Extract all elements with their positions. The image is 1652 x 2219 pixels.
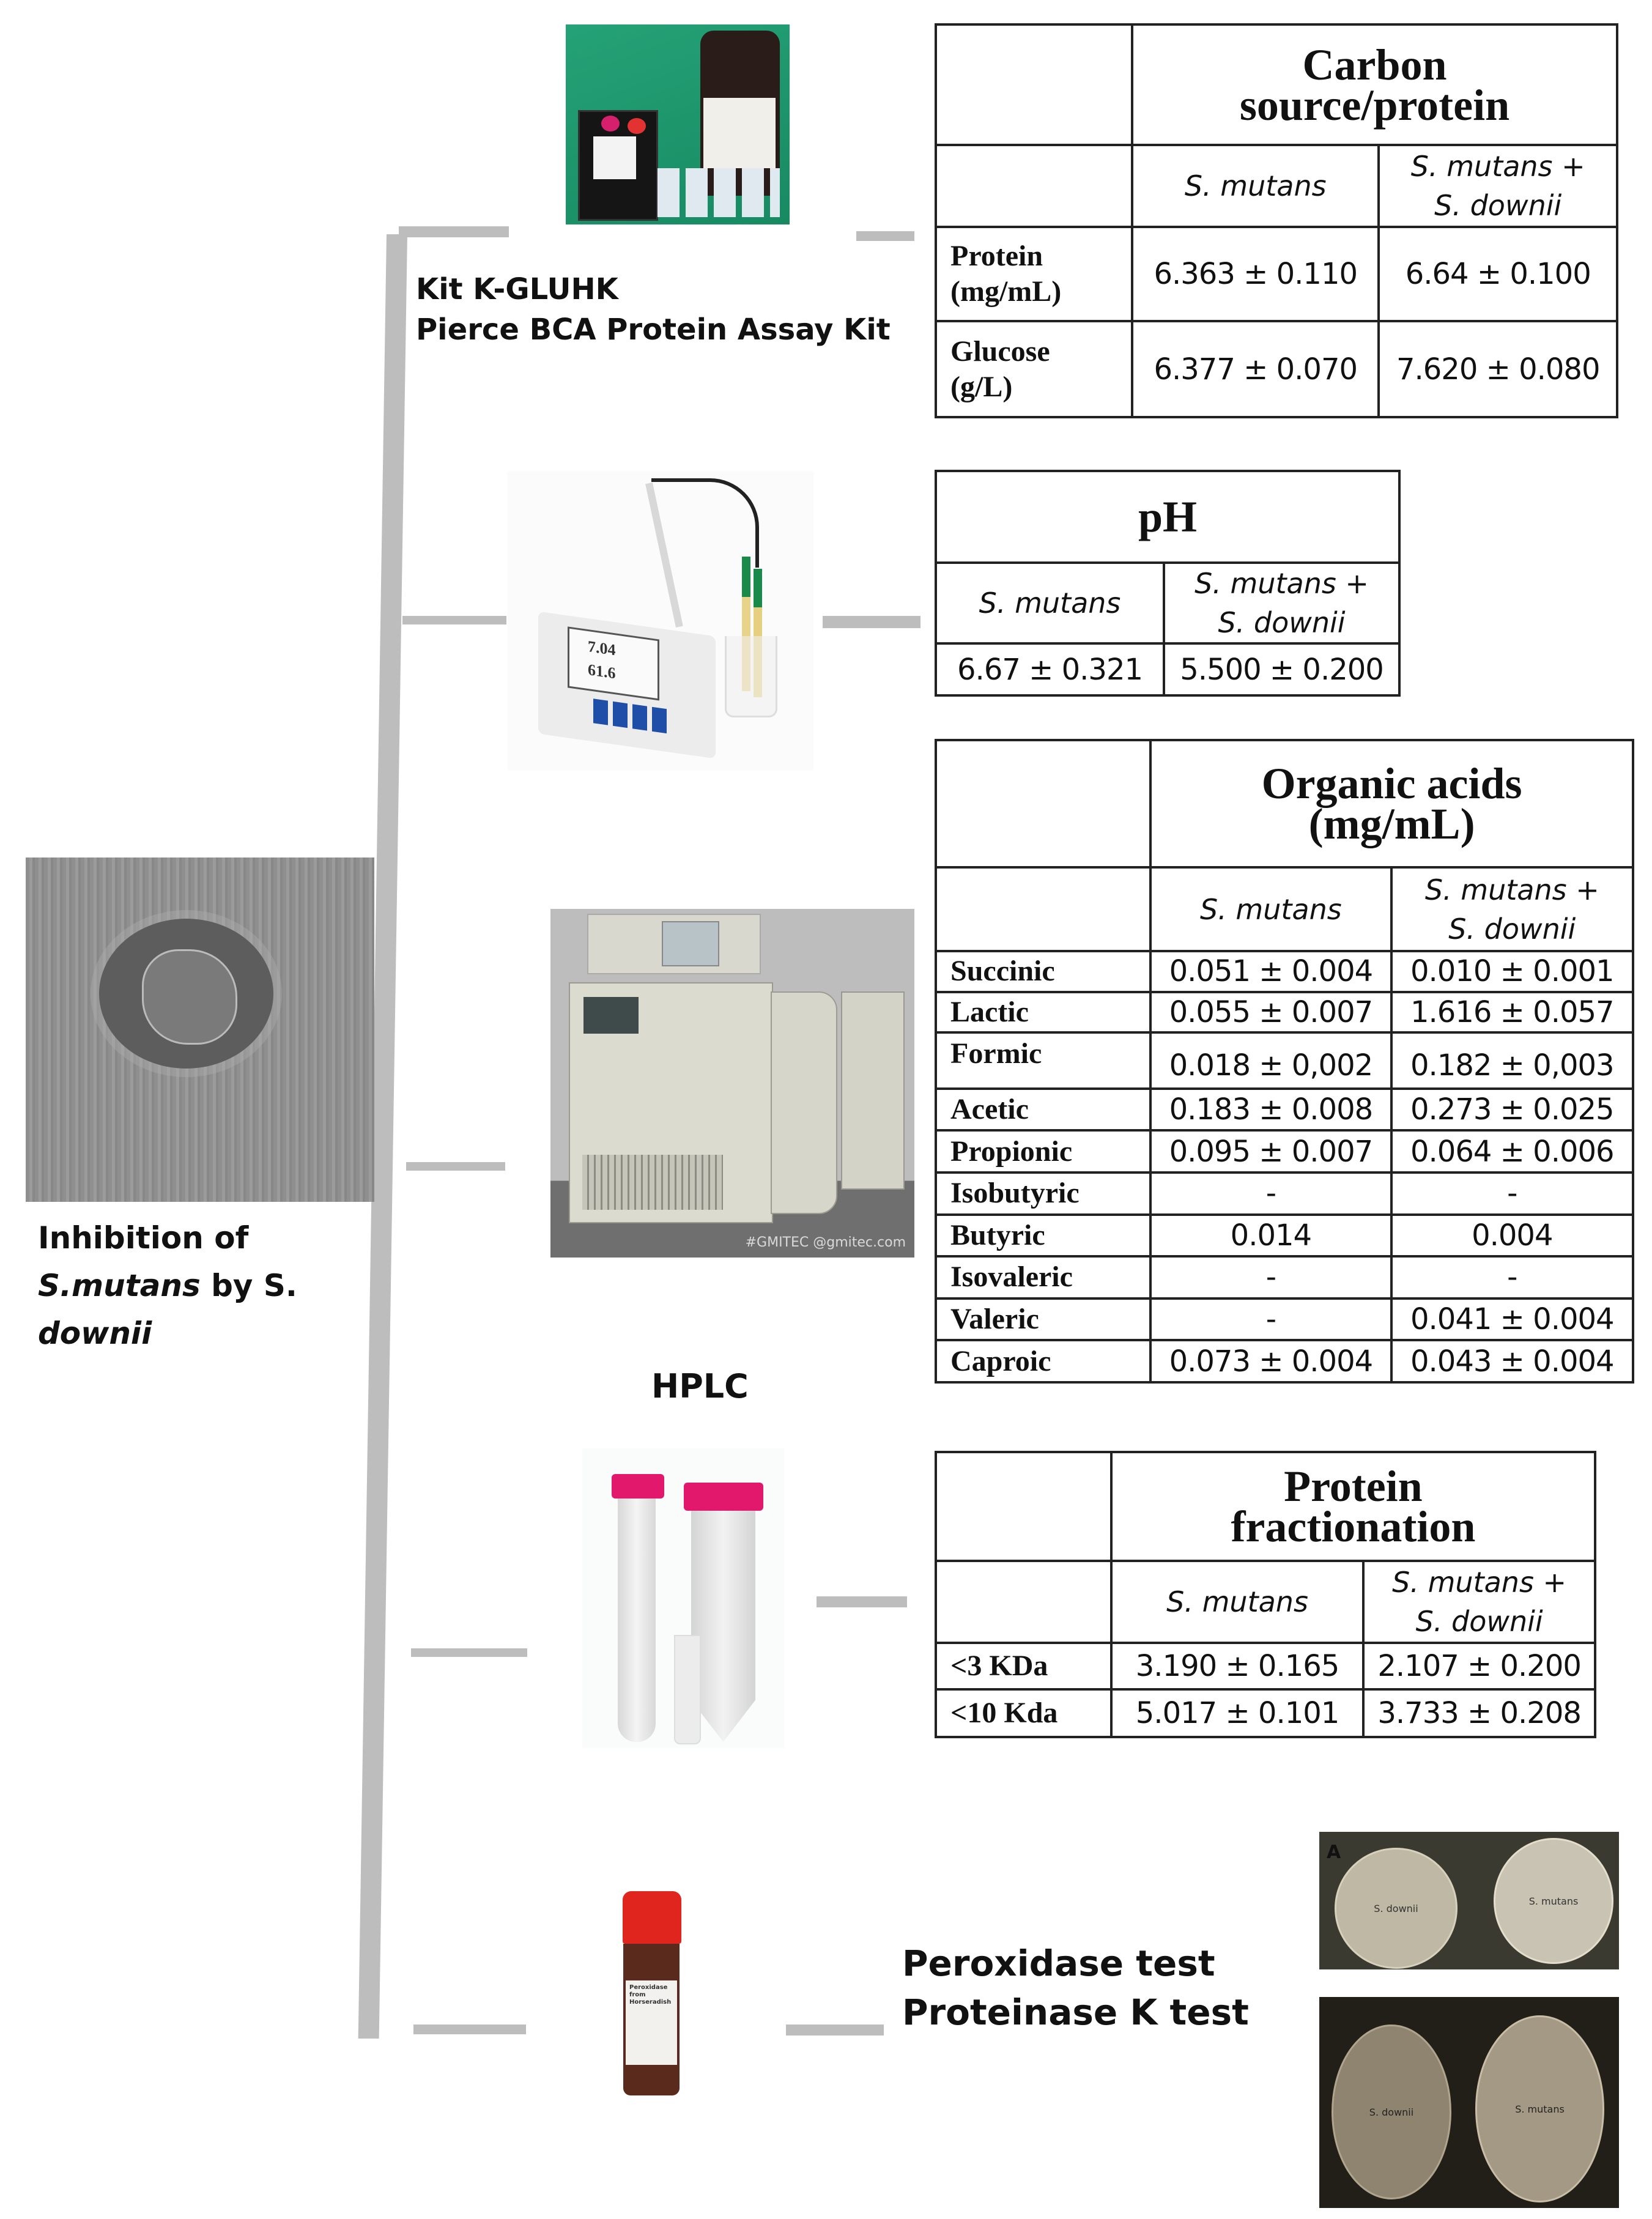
table-corner xyxy=(936,867,1150,951)
filter-insert xyxy=(674,1635,701,1744)
kit-label-line1: Kit K-GLUHK xyxy=(416,272,618,306)
table-row xyxy=(936,1256,1633,1298)
row-header: Caproic xyxy=(936,1340,1150,1382)
cell-value: 0.018 ± 0,002 xyxy=(1150,1032,1391,1088)
meter-reading-bottom: 61.6 xyxy=(588,661,616,683)
table-corner xyxy=(936,1561,1111,1643)
root-caption-species: S.mutans xyxy=(38,1268,201,1303)
connector-branch-enzyme xyxy=(413,2025,526,2034)
column-header-line2: S. downii xyxy=(1434,189,1562,222)
table-corner xyxy=(936,145,1132,227)
cell-value: - xyxy=(1391,1172,1633,1215)
plate-left xyxy=(1335,1848,1458,1969)
kit-box-label xyxy=(593,136,636,179)
table-row xyxy=(936,951,1633,992)
column-header-s-mutans: S. mutans xyxy=(1132,145,1379,227)
row-header: Butyric xyxy=(936,1215,1150,1257)
cell-value: 0.183 ± 0.008 xyxy=(1150,1089,1391,1131)
row-header-line1: Protein xyxy=(950,240,1043,272)
plate-left xyxy=(1332,2025,1451,2199)
cell-value: 6.67 ± 0.321 xyxy=(936,643,1164,695)
peroxidase-vial-image xyxy=(621,1859,682,2104)
hplc-image xyxy=(550,909,914,1258)
row-header: Formic xyxy=(936,1032,1150,1088)
table-row xyxy=(936,643,1399,695)
cell-value: 6.363 ± 0.110 xyxy=(1132,227,1379,321)
table-title-line1: Protein xyxy=(1284,1462,1423,1511)
connector-branch-kit xyxy=(399,226,509,237)
table-title xyxy=(1111,1452,1595,1561)
column-header-s-mutans: S. mutans xyxy=(1150,867,1391,951)
row-header: Propionic xyxy=(936,1130,1150,1172)
cell-value: 0.014 xyxy=(1150,1215,1391,1257)
column-header-coculture xyxy=(1391,867,1633,951)
row-header xyxy=(936,227,1132,321)
row-header: Succinic xyxy=(936,951,1150,992)
column-header-line1: S. mutans + xyxy=(1392,1566,1567,1599)
cell-value: 0.055 ± 0.007 xyxy=(1150,992,1391,1033)
table-title-line2: fractionation xyxy=(1231,1502,1476,1551)
column-header-coculture xyxy=(1363,1561,1595,1643)
table-row xyxy=(936,992,1633,1033)
root-caption-by: by S. xyxy=(200,1268,297,1303)
cell-value: 2.107 ± 0.200 xyxy=(1363,1643,1595,1689)
cell-value: 0.182 ± 0,003 xyxy=(1391,1032,1633,1088)
cell-value: 0.064 ± 0.006 xyxy=(1391,1130,1633,1172)
table-row xyxy=(936,227,1617,321)
hplc-detector-module xyxy=(841,991,905,1190)
table-corner xyxy=(936,740,1150,867)
column-header-line2: S. downii xyxy=(1415,1605,1543,1638)
cell-value: 0.004 xyxy=(1391,1215,1633,1257)
root-caption-downii: downii xyxy=(38,1316,152,1351)
table-title-line1: Carbon xyxy=(1302,40,1447,89)
cell-value: 0.043 ± 0.004 xyxy=(1391,1340,1633,1382)
connector-tubes-table xyxy=(817,1596,907,1607)
connector-branch-ph xyxy=(402,616,506,624)
plate-right xyxy=(1475,2015,1604,2202)
hplc-label: HPLC xyxy=(651,1367,749,1406)
plate-photo-a xyxy=(1319,1832,1619,1969)
row-header-line2: (g/L) xyxy=(950,370,1013,403)
table-title xyxy=(1150,740,1633,867)
column-header-coculture xyxy=(1164,563,1399,643)
column-header-coculture xyxy=(1379,145,1617,227)
row-header: Isobutyric xyxy=(936,1172,1150,1215)
row-header-line2: (mg/mL) xyxy=(950,275,1062,308)
table-title xyxy=(1132,24,1617,145)
cell-value: 5.017 ± 0.101 xyxy=(1111,1689,1363,1737)
tube-15ml xyxy=(618,1497,656,1742)
centrifugal-tubes-image xyxy=(582,1448,784,1748)
row-header: <10 Kda xyxy=(936,1689,1111,1737)
plate-right-label: S. mutans xyxy=(1515,2103,1565,2115)
connector-branch-hplc xyxy=(406,1162,505,1171)
hplc-watermark: #GMITEC @gmitec.com xyxy=(745,1235,906,1250)
hplc-main-module xyxy=(569,982,773,1223)
hplc-upper-screen xyxy=(662,921,719,966)
kit-label xyxy=(416,269,891,350)
cell-value: 0.273 ± 0.025 xyxy=(1391,1089,1633,1131)
vial-label-text: Peroxidase from Horseradish xyxy=(629,1984,672,2006)
table-row xyxy=(936,321,1617,417)
cell-value: 0.041 ± 0.004 xyxy=(1391,1298,1633,1341)
protein-assay-kit-image xyxy=(566,24,790,224)
plate-right-label: S. mutans xyxy=(1528,1895,1579,1907)
organic-acids-table xyxy=(935,739,1634,1384)
kit-label-line2: Pierce BCA Protein Assay Kit xyxy=(416,313,891,347)
cell-value: - xyxy=(1150,1298,1391,1341)
cell-value: 7.620 ± 0.080 xyxy=(1379,321,1617,417)
row-header-line1: Glucose xyxy=(950,335,1050,368)
column-header-s-mutans: S. mutans xyxy=(936,563,1164,643)
hplc-vent xyxy=(582,1155,723,1210)
column-header-s-mutans: S. mutans xyxy=(1111,1561,1363,1643)
carbon-source-protein-table xyxy=(935,23,1618,418)
table-row xyxy=(936,1172,1633,1215)
table-row xyxy=(936,1032,1633,1088)
row-header: Lactic xyxy=(936,992,1150,1033)
row-header: Valeric xyxy=(936,1298,1150,1341)
cell-value: 6.377 ± 0.070 xyxy=(1132,321,1379,417)
cell-value: 0.095 ± 0.007 xyxy=(1150,1130,1391,1172)
inhibition-plate-image xyxy=(26,858,374,1202)
ph-table xyxy=(935,470,1401,697)
cell-value: 6.64 ± 0.100 xyxy=(1379,227,1617,321)
connector-kit-table xyxy=(856,231,914,241)
cell-value: 5.500 ± 0.200 xyxy=(1164,643,1399,695)
colony-cluster xyxy=(142,949,237,1045)
hplc-main-screen xyxy=(583,997,639,1034)
table-title-line2: source/protein xyxy=(1239,80,1510,130)
table-row xyxy=(936,1689,1595,1737)
cell-value: - xyxy=(1150,1256,1391,1298)
cell-value: 3.733 ± 0.208 xyxy=(1363,1689,1595,1737)
kit-box-hand-mark xyxy=(601,116,620,132)
connector-ph-table xyxy=(823,616,920,628)
tube-15ml-cap xyxy=(612,1474,664,1498)
meter-keypad xyxy=(593,698,667,733)
cell-value: 0.051 ± 0.004 xyxy=(1150,951,1391,992)
hplc-upper-module xyxy=(587,914,761,974)
table-corner xyxy=(936,1452,1111,1561)
table-title-line1: Organic acids xyxy=(1261,758,1522,808)
connector-enzyme-label xyxy=(786,2025,884,2036)
row-header: <3 KDa xyxy=(936,1643,1111,1689)
table-row xyxy=(936,1130,1633,1172)
beaker xyxy=(725,636,777,717)
meter-screen xyxy=(568,626,659,700)
table-row xyxy=(936,1340,1633,1382)
plate-photo-b xyxy=(1319,1997,1619,2208)
row-header: Acetic xyxy=(936,1089,1150,1131)
hplc-column-module xyxy=(771,991,837,1214)
plate-right xyxy=(1494,1838,1613,1964)
kit-box xyxy=(578,110,658,221)
enzyme-label-line2: Proteinase K test xyxy=(902,1991,1249,2033)
column-header-line1: S. mutans + xyxy=(1424,873,1599,906)
connector-branch-tubes xyxy=(411,1648,527,1657)
plate-left-label: S. downii xyxy=(1369,2106,1414,2118)
protein-fractionation-table xyxy=(935,1451,1596,1738)
row-header: Isovaleric xyxy=(936,1256,1150,1298)
bottle-label xyxy=(703,98,776,168)
enzyme-label-line1: Peroxidase test xyxy=(902,1943,1215,1984)
cell-value: 3.190 ± 0.165 xyxy=(1111,1643,1363,1689)
kit-box-hand-mark-2 xyxy=(628,118,646,134)
cell-value: 0.010 ± 0.001 xyxy=(1391,951,1633,992)
root-caption xyxy=(38,1214,380,1357)
ph-meter-image xyxy=(508,471,813,771)
plate-left-label: S. downii xyxy=(1374,1902,1418,1914)
vial-cap xyxy=(623,1891,681,1944)
table-title-line2: (mg/mL) xyxy=(1308,799,1475,848)
column-header-line1: S. mutans + xyxy=(1195,567,1369,600)
cell-value: 0.073 ± 0.004 xyxy=(1150,1340,1391,1382)
tube-50ml-cap xyxy=(684,1483,763,1511)
reagent-vials xyxy=(657,168,780,217)
electrode-cable xyxy=(651,478,759,568)
column-header-line1: S. mutans + xyxy=(1410,150,1585,183)
enzyme-tests-label xyxy=(902,1939,1249,2037)
table-row xyxy=(936,1298,1633,1341)
root-caption-line1: Inhibition of xyxy=(38,1220,249,1256)
table-title: pH xyxy=(936,471,1399,563)
table-corner xyxy=(936,24,1132,145)
plate-panel-letter: A xyxy=(1327,1842,1341,1863)
vial-label xyxy=(626,1980,677,2065)
cell-value: - xyxy=(1150,1172,1391,1215)
meter-body xyxy=(538,612,716,759)
meter-reading-top: 7.04 xyxy=(588,637,616,659)
column-header-line2: S. downii xyxy=(1448,912,1576,946)
root-caption-line3 xyxy=(38,1310,380,1357)
row-header xyxy=(936,321,1132,417)
root-caption-line2 xyxy=(38,1262,380,1310)
column-header-line2: S. downii xyxy=(1218,606,1346,639)
cell-value: - xyxy=(1391,1256,1633,1298)
table-row xyxy=(936,1215,1633,1257)
table-row xyxy=(936,1089,1633,1131)
cell-value: 1.616 ± 0.057 xyxy=(1391,992,1633,1033)
table-row xyxy=(936,1643,1595,1689)
